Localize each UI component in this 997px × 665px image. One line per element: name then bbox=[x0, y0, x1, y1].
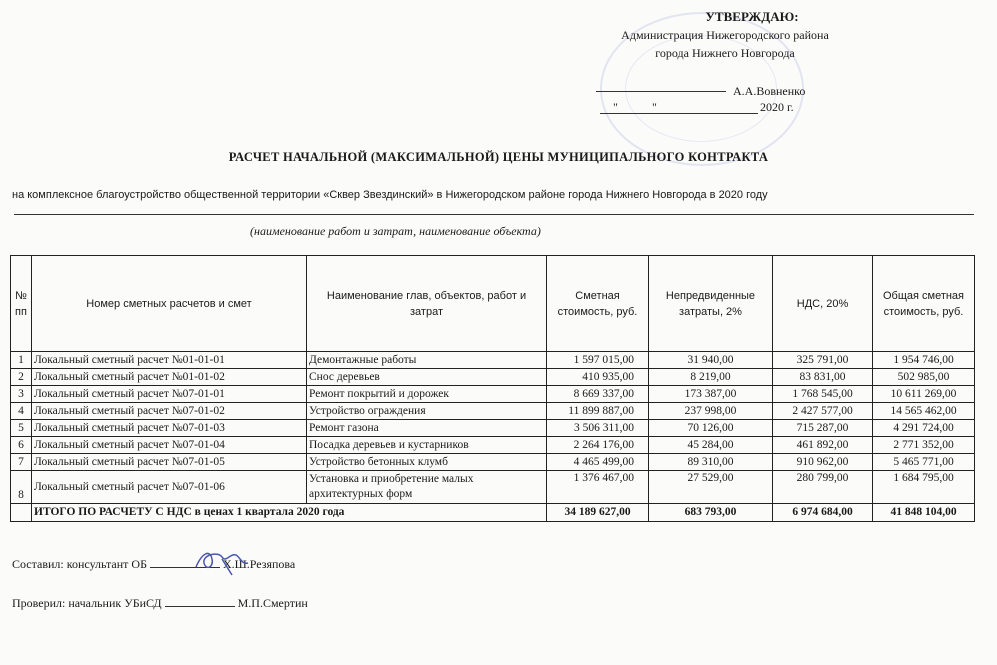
row-estimate-id: Локальный сметный расчет №07-01-02 bbox=[32, 403, 307, 420]
row-estimate-id: Локальный сметный расчет №07-01-01 bbox=[32, 386, 307, 403]
row-estimate-cost: 2 264 176,00 bbox=[547, 437, 649, 454]
row-contingency: 45 284,00 bbox=[649, 437, 773, 454]
row-work-name: Посадка деревьев и кустарников bbox=[307, 437, 547, 454]
table-header-row bbox=[11, 256, 975, 352]
total-estimate-cost: 34 189 627,00 bbox=[547, 504, 649, 522]
row-estimate-id: Локальный сметный расчет №07-01-03 bbox=[32, 420, 307, 437]
total-number-cell bbox=[11, 504, 32, 522]
date-line bbox=[600, 113, 758, 114]
row-estimate-id: Локальный сметный расчет №07-01-04 bbox=[32, 437, 307, 454]
approval-line1: Администрация Нижегородского района bbox=[621, 28, 829, 42]
approval-line2: города Нижнего Новгорода bbox=[655, 46, 795, 60]
row-contingency: 31 940,00 bbox=[649, 352, 773, 369]
header-estimate-cost: Сметная стоимость, руб. bbox=[547, 256, 649, 352]
row-vat: 715 287,00 bbox=[773, 420, 873, 437]
table-row bbox=[11, 352, 975, 369]
row-estimate-cost: 11 899 887,00 bbox=[547, 403, 649, 420]
table-row bbox=[11, 369, 975, 386]
table-row bbox=[11, 471, 975, 504]
row-work-name: Устройство ограждения bbox=[307, 403, 547, 420]
row-estimate-id: Локальный сметный расчет №01-01-02 bbox=[32, 369, 307, 386]
compiled-by-name: Х.Ш.Резяпова bbox=[222, 557, 296, 571]
document-heading: РАСЧЕТ НАЧАЛЬНОЙ (МАКСИМАЛЬНОЙ) ЦЕНЫ МУНИЦИПАЛЬНОГО КОНТРАКТА bbox=[228, 150, 769, 164]
row-contingency: 70 126,00 bbox=[649, 420, 773, 437]
row-work-name: Демонтажные работы bbox=[307, 352, 547, 369]
header-contingency: Непредвиденные затраты, 2% bbox=[649, 256, 773, 352]
row-number: 7 bbox=[11, 454, 32, 471]
total-label: ИТОГО ПО РАСЧЕТУ С НДС в ценах 1 квартала 2020 года bbox=[32, 504, 547, 522]
header-estimate-id: Номер сметных расчетов и смет bbox=[32, 256, 307, 352]
row-number: 2 bbox=[11, 369, 32, 386]
handwritten-signature bbox=[192, 545, 252, 577]
subject-caption: (наименование работ и затрат, наименование объекта) bbox=[250, 224, 541, 238]
row-work-name: Ремонт покрытий и дорожек bbox=[307, 386, 547, 403]
row-contingency: 237 998,00 bbox=[649, 403, 773, 420]
row-total-cost: 1 954 746,00 bbox=[873, 352, 975, 369]
row-contingency: 27 529,00 bbox=[649, 471, 773, 504]
row-estimate-cost: 8 669 337,00 bbox=[547, 386, 649, 403]
row-work-name: Снос деревьев bbox=[307, 369, 547, 386]
row-estimate-cost: 1 597 015,00 bbox=[547, 352, 649, 369]
checked-by-name: М.П.Смертин bbox=[237, 596, 308, 610]
row-vat: 280 799,00 bbox=[773, 471, 873, 504]
row-estimate-id: Локальный сметный расчет №07-01-06 bbox=[32, 471, 307, 504]
row-total-cost: 10 611 269,00 bbox=[873, 386, 975, 403]
checked-by-line bbox=[12, 596, 308, 611]
table-row bbox=[11, 386, 975, 403]
row-contingency: 8 219,00 bbox=[649, 369, 773, 386]
row-total-cost: 502 985,00 bbox=[873, 369, 975, 386]
row-estimate-cost: 4 465 499,00 bbox=[547, 454, 649, 471]
table-row bbox=[11, 403, 975, 420]
row-vat: 83 831,00 bbox=[773, 369, 873, 386]
row-contingency: 173 387,00 bbox=[649, 386, 773, 403]
row-estimate-cost: 410 935,00 bbox=[547, 369, 649, 386]
row-contingency: 89 310,00 bbox=[649, 454, 773, 471]
date-quote-open: " bbox=[613, 100, 618, 114]
row-vat: 461 892,00 bbox=[773, 437, 873, 454]
document-subject: на комплексное благоустройство общественной территории «Сквер Звездинский» в Нижегородском районе города Нижнего Новгорода в 2020 году bbox=[12, 189, 768, 201]
total-overall-cost: 41 848 104,00 bbox=[873, 504, 975, 522]
table-row bbox=[11, 420, 975, 437]
checked-signature-line bbox=[165, 596, 235, 607]
row-work-name: Установка и приобретение малых архитектурных форм bbox=[307, 471, 547, 504]
header-total-cost: Общая сметная стоимость, руб. bbox=[873, 256, 975, 352]
row-number: 1 bbox=[11, 352, 32, 369]
row-number: 4 bbox=[11, 403, 32, 420]
row-estimate-id: Локальный сметный расчет №01-01-01 bbox=[32, 352, 307, 369]
row-total-cost: 2 771 352,00 bbox=[873, 437, 975, 454]
row-number: 3 bbox=[11, 386, 32, 403]
row-total-cost: 14 565 462,00 bbox=[873, 403, 975, 420]
row-vat: 1 768 545,00 bbox=[773, 386, 873, 403]
total-contingency: 683 793,00 bbox=[649, 504, 773, 522]
row-number: 8 bbox=[11, 471, 32, 504]
row-vat: 910 962,00 bbox=[773, 454, 873, 471]
compiled-by-label: Составил: консультант ОБ bbox=[12, 557, 147, 571]
header-number: № пп bbox=[11, 256, 32, 352]
row-total-cost: 4 291 724,00 bbox=[873, 420, 975, 437]
approval-block bbox=[560, 8, 890, 62]
row-work-name: Ремонт газона bbox=[307, 420, 547, 437]
checked-by-label: Проверил: начальник УБиСД bbox=[12, 596, 162, 610]
row-work-name: Устройство бетонных клумб bbox=[307, 454, 547, 471]
table-row bbox=[11, 454, 975, 471]
row-number: 5 bbox=[11, 420, 32, 437]
row-estimate-cost: 1 376 467,00 bbox=[547, 471, 649, 504]
approval-year: 2020 г. bbox=[760, 100, 794, 114]
estimate-table bbox=[10, 255, 975, 522]
row-estimate-id: Локальный сметный расчет №07-01-05 bbox=[32, 454, 307, 471]
table-row bbox=[11, 437, 975, 454]
subject-underline bbox=[14, 214, 974, 215]
approver-signature-line bbox=[596, 91, 726, 92]
approval-title: УТВЕРЖДАЮ: bbox=[705, 9, 799, 24]
row-vat: 325 791,00 bbox=[773, 352, 873, 369]
row-total-cost: 5 465 771,00 bbox=[873, 454, 975, 471]
row-estimate-cost: 3 506 311,00 bbox=[547, 420, 649, 437]
row-vat: 2 427 577,00 bbox=[773, 403, 873, 420]
total-vat: 6 974 684,00 bbox=[773, 504, 873, 522]
date-quote-close: " bbox=[652, 100, 657, 114]
table-total-row bbox=[11, 504, 975, 522]
compiled-by-line bbox=[12, 557, 295, 572]
approver-name: А.А.Вовненко bbox=[733, 84, 806, 98]
row-total-cost: 1 684 795,00 bbox=[873, 471, 975, 504]
header-work-name: Наименование глав, объектов, работ и затрат bbox=[307, 256, 547, 352]
row-number: 6 bbox=[11, 437, 32, 454]
header-vat: НДС, 20% bbox=[773, 256, 873, 352]
